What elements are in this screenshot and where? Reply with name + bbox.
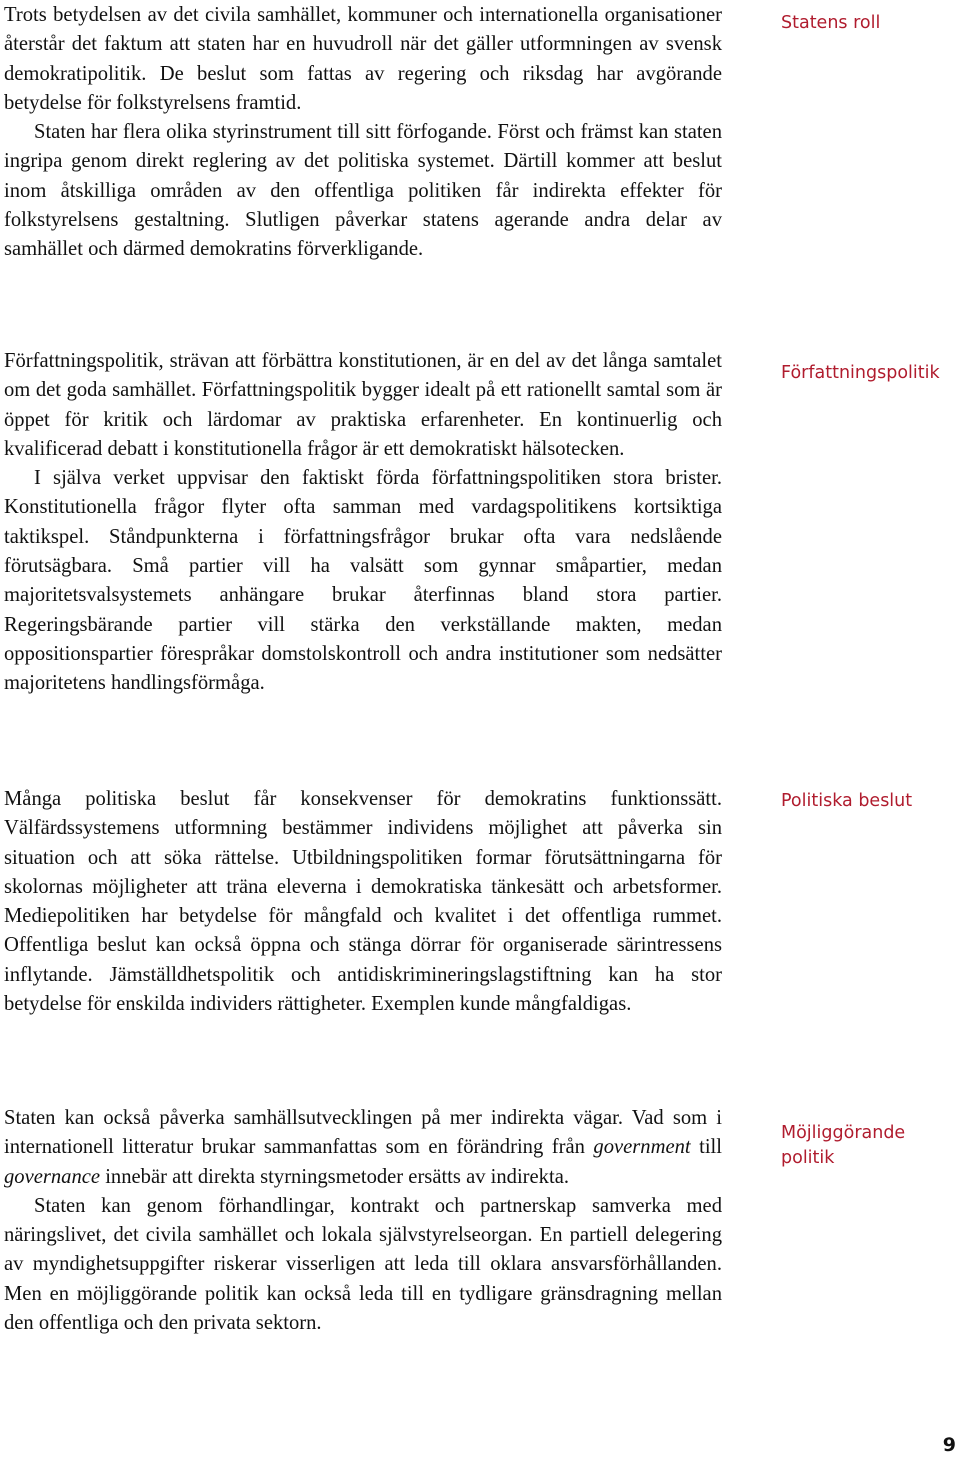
section-forfattningspolitik [4,347,722,699]
body-paragraph: Trots betydelsen av det civila samhället, kommuner och internationella organisationer återstår det faktum att staten har en huvudroll när det gäller utformningen av svensk demokratipolitik. De beslut som fattas av regering och riksdag har avgörande betydelse för folkstyrelsens framtid. [4,4,722,114]
body-paragraph: Staten kan genom förhandlingar, kontrakt och partnerskap samverka med näringslivet, det civila samhället och lokala självstyrelseorgan. En partiell delegering av myndighetsuppgifter riskerar visserligen att leda till oklara ansvarsförhållanden. Men en möjliggörande politik kan också leda till en tydligare gränsdragning mellan den offentliga och den privata sektorn. [4,1194,722,1335]
margin-heading-statens-roll: Statens roll [781,13,881,33]
paragraph-text: till [690,1136,722,1159]
body-paragraph: Författningspolitik, strävan att förbättra konstitutionen, är en del av det långa samtalet om det goda samhället. Författningspolitik bygger idealt på ett rationellt samtal som är öppet för kritik och lärdomar av praktiska erfarenheter. En kontinuerlig och kvalificerad debatt i konstitutionella frågor är ett demokratiskt hälsotecken. [4,350,722,460]
term-governance: governance [4,1165,101,1188]
paragraph-text: innebär att direkta styrningsmetoder ersätts av indirekta. [100,1165,569,1188]
body-paragraph: Staten har flera olika styrinstrument till sitt förfogande. Först och främst kan staten ingripa genom direkt reglering av det politiska systemet. Därtill kommer att beslut inom åtskilliga områden av den offentliga politiken får indirekta effekter för folkstyrelsens gestaltning. Slutligen påverkar statens agerande andra delar av samhället och därmed demokratins förverkligande. [4,121,722,261]
margin-heading-mojliggorande-politik: Möjliggörande politik [781,1123,906,1168]
page-number: 9 [942,1434,956,1456]
body-paragraph: I själva verket uppvisar den faktiskt förda författningspolitiken stora brister. Konstitutionella frågor flyter ofta samman med vardagspolitikens kortsiktiga taktikspel. Ståndpunkterna i författningsfrågor brukar ofta vara nedslående förutsägbara. Små partier vill ha valsätt som gynnar småpartier, medan majoritetsvalsystemets anhängare brukar återfinnas bland stora partier. Regeringsbärande partier vill stärka den verkställande makten, medan oppositionspartier förespråkar domstolskontroll och andra institutioner som nedsätter majoritetens handlingsförmåga. [4,467,722,695]
margin-heading-politiska-beslut: Politiska beslut [781,791,913,811]
body-paragraph [4,1104,722,1192]
section-politiska-beslut [4,785,722,1019]
margin-heading-forfattningspolitik: Författningspolitik [781,363,940,383]
paragraph-text: Staten kan också påverka samhällsutvecklingen på mer indirekta vägar. Vad som i internationell litteratur brukar sammanfattas som en förändring från [4,1107,722,1159]
body-paragraph: Många politiska beslut får konsekvenser för demokratins funktionssätt. Välfärdssystemens utformning bestämmer individens möjlighet att påverka sin situation och att söka rättelse. Utbildningspolitiken formar förutsättningarna för skolornas möjligheter att träna eleverna i demokratiska tänkesätt och arbetsformer. Mediepolitiken har betydelse för mångfald och kvalitet i det offentliga rummet. Offentliga beslut kan också öppna och stänga dörrar för organiserade särintressens inflytande. Jämställdhetspolitik och antidiskrimineringslagstiftning kan ha stor betydelse för enskilda individers rättigheter. Exemplen kunde mångfaldigas. [4,788,722,1016]
section-statens-roll [4,1,722,265]
term-government: government [593,1136,691,1159]
section-mojliggorande-politik [4,1104,722,1338]
